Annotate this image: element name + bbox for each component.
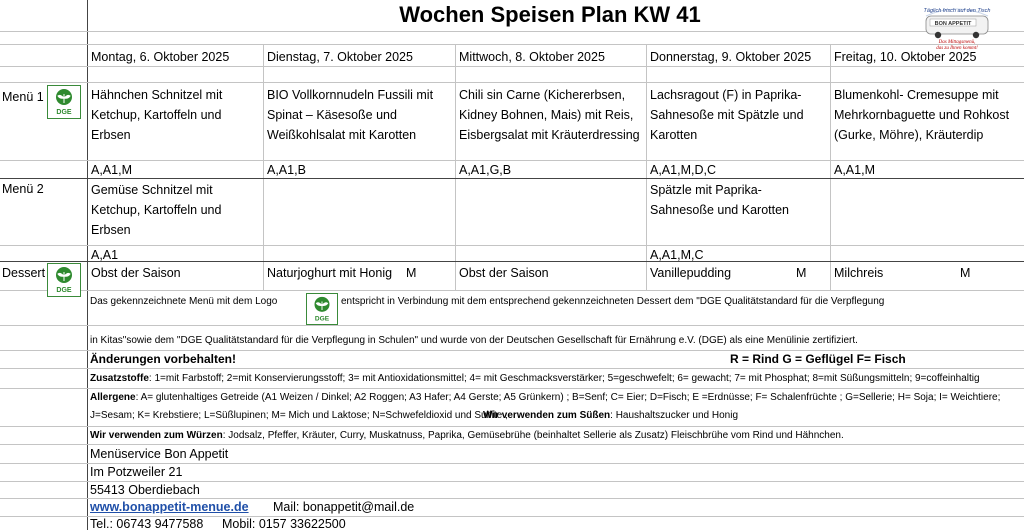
grid-line <box>0 426 1024 427</box>
dessert-monday: Obst der Saison <box>91 266 181 280</box>
grid-line <box>830 44 831 290</box>
menu1-dish-friday: Blumenkohl- Cremesuppe mit Mehrkornbaguette und Rohkost (Gurke, Möhre), Kräuterdip <box>834 88 1010 142</box>
dessert-friday: Milchreis <box>834 266 884 280</box>
svg-text:DGE: DGE <box>56 109 72 116</box>
allergens-line <box>90 392 1000 403</box>
menu2-dish-thursday: Spätzle mit Paprika- Sahnesoße und Karotten <box>650 183 789 217</box>
grid-line <box>0 444 1024 445</box>
menu1-dish-monday: Hähnchen Schnitzel mit Ketchup, Kartoffeln und Erbsen <box>91 88 223 142</box>
menu1-allergens-tuesday: A,A1,B <box>267 163 306 177</box>
menu1-allergens-monday: A,A1,M <box>91 163 132 177</box>
spice-text: : Jodsalz, Pfeffer, Kräuter, Curry, Muskatnuss, Paprika, Gemüsebrühe (beinhaltet Sellerie als Zusatz) Fleischbrühe vom Rind und Hähnchen. <box>222 430 844 441</box>
row-label-menu2: Menü 2 <box>2 182 44 196</box>
grid-line <box>455 44 456 290</box>
dessert-mark-thursday: M <box>796 266 807 280</box>
grid-line <box>87 0 88 530</box>
svg-text:Das Mittagsmenü,: Das Mittagsmenü, <box>938 40 976 45</box>
company-street: Im Potzweiler 21 <box>90 465 183 479</box>
grid-line <box>0 66 1024 67</box>
day-header-wednesday: Mittwoch, 8. Oktober 2025 <box>459 50 605 64</box>
dge-logo-icon <box>306 293 338 325</box>
changes-notice: Änderungen vorbehalten! <box>90 352 237 366</box>
grid-line <box>0 82 1024 83</box>
dessert-mark-tuesday: M <box>406 266 417 280</box>
menu1-allergens-wednesday: A,A1,G,B <box>459 163 512 177</box>
grid-line <box>0 261 1024 262</box>
grid-line <box>0 31 1024 32</box>
grid-line <box>0 245 1024 246</box>
dessert-mark-friday: M <box>960 266 971 280</box>
day-header-monday: Montag, 6. Oktober 2025 <box>91 50 230 64</box>
grid-line <box>0 388 1024 389</box>
spice-label: Wir verwenden zum Würzen <box>90 430 223 441</box>
dge-logo-icon <box>47 263 81 297</box>
grid-line <box>646 44 647 290</box>
contact-mail: Mail: bonappetit@mail.de <box>273 500 415 514</box>
menu1-allergens-friday: A,A1,M <box>834 163 875 177</box>
contact-mobile: Mobil: 0157 33622500 <box>222 517 346 531</box>
dge-logo-icon <box>47 85 81 119</box>
svg-text:DGE: DGE <box>314 315 330 323</box>
allergens-text-2: J=Sesam; K= Krebstiere; L=Süßlupinen; M= Mich und Laktose; N=Schwefeldioxid und Sulfite ; <box>90 410 508 421</box>
spice-line <box>90 430 844 441</box>
grid-line <box>0 160 1024 161</box>
svg-text:Täglich frisch auf den Tisch: Täglich frisch auf den Tisch <box>923 8 991 14</box>
grid-line <box>0 498 1024 499</box>
contact-tel: Tel.: 06743 9477588 <box>90 517 204 531</box>
dessert-wednesday: Obst der Saison <box>459 266 549 280</box>
menu2-allergens-monday: A,A1 <box>91 248 119 262</box>
row-label-menu1: Menü 1 <box>2 90 44 104</box>
dge-notice-part2: entspricht in Verbindung mit dem entsprechend gekennzeichneten Dessert dem "DGE Qualitätstandard für die Verpflegung <box>341 296 885 307</box>
page-title: Wochen Speisen Plan KW 41 <box>399 2 701 27</box>
allergens-label: Allergene <box>90 392 136 403</box>
grid-line <box>0 290 1024 291</box>
dge-notice-line2: in Kitas"sowie dem "DGE Qualitätstandard für die Verpflegung in Schulen" und wurde von der Deutschen Gesellschaft für Ernährung e.V. (DGE) als eine Menülinie zertifiziert. <box>90 335 858 346</box>
additives-line <box>90 373 980 384</box>
menu1-dish-tuesday: BIO Vollkornnudeln Fussili mit Spinat – Käsesoße und Weißkohlsalat mit Karotten <box>267 88 434 142</box>
grid-line <box>0 178 1024 179</box>
additives-label: Zusatzstoffe <box>90 373 149 384</box>
allergens-line-2 <box>90 410 508 421</box>
svg-text:BON APPETIT: BON APPETIT <box>934 21 972 27</box>
menu1-dish-wednesday: Chili sin Carne (Kichererbsen, Kidney Bohnen, Mais) mit Reis, Eisbergsalat mit Kräuterdressing <box>459 88 640 142</box>
grid-line <box>0 44 1024 45</box>
dge-notice-part1: Das gekennzeichnete Menü mit dem Logo <box>90 296 278 307</box>
grid-line <box>263 44 264 290</box>
website-link[interactable]: www.bonappetit-menue.de <box>90 500 249 514</box>
menu2-allergens-thursday: A,A1,M,C <box>650 248 704 262</box>
sweeten-line <box>483 410 738 421</box>
allergens-text: : A= glutenhaltiges Getreide (A1 Weizen / Dinkel; A2 Roggen; A3 Hafer; A4 Gerste; A5 Grünkern) ; B=Senf; C= Eier; D=Fisch; E =Erdnüsse; F= Schalenfrüchte ; G=Sellerie; H= Soja; I= Weichtiere; <box>135 392 1001 403</box>
bon-appetit-logo <box>918 2 996 50</box>
grid-line <box>0 350 1024 351</box>
grid-line <box>0 481 1024 482</box>
sweeten-text: : Haushaltszucker und Honig <box>610 410 739 421</box>
meat-legend: R = Rind G = Geflügel F= Fisch <box>730 352 906 366</box>
grid-line <box>0 368 1024 369</box>
svg-text:DGE: DGE <box>56 287 72 294</box>
grid-line <box>0 463 1024 464</box>
dessert-thursday: Vanillepudding <box>650 266 732 280</box>
svg-text:das zu Ihnen kommt!: das zu Ihnen kommt! <box>936 46 978 50</box>
day-header-friday: Freitag, 10. Oktober 2025 <box>834 50 977 64</box>
company-name: Menüservice Bon Appetit <box>90 447 229 461</box>
day-header-thursday: Donnerstag, 9. Oktober 2025 <box>650 50 812 64</box>
menu1-dish-thursday: Lachsragout (F) in Paprika-Sahnesoße mit Spätzle und Karotten <box>650 88 804 142</box>
company-city: 55413 Oberdiebach <box>90 483 200 497</box>
menu1-allergens-thursday: A,A1,M,D,C <box>650 163 716 177</box>
menu2-dish-monday: Gemüse Schnitzel mit Ketchup, Kartoffeln und Erbsen <box>91 183 222 237</box>
day-header-tuesday: Dienstag, 7. Oktober 2025 <box>267 50 413 64</box>
dessert-tuesday: Naturjoghurt mit Honig <box>267 266 393 280</box>
additives-text: : 1=mit Farbstoff; 2=mit Konservierungsstoff; 3= mit Antioxidationsmittel; 4= mit Geschmacksverstärker; 5=geschwefelt; 6= gewacht; 7= mit Phosphat; 8=mit Süßungsmitteln; 9=coffeinhaltig <box>148 373 980 384</box>
grid-line <box>0 325 1024 326</box>
row-label-dessert: Dessert <box>2 266 46 280</box>
sweeten-label: Wir verwenden zum Süßen <box>483 410 611 421</box>
